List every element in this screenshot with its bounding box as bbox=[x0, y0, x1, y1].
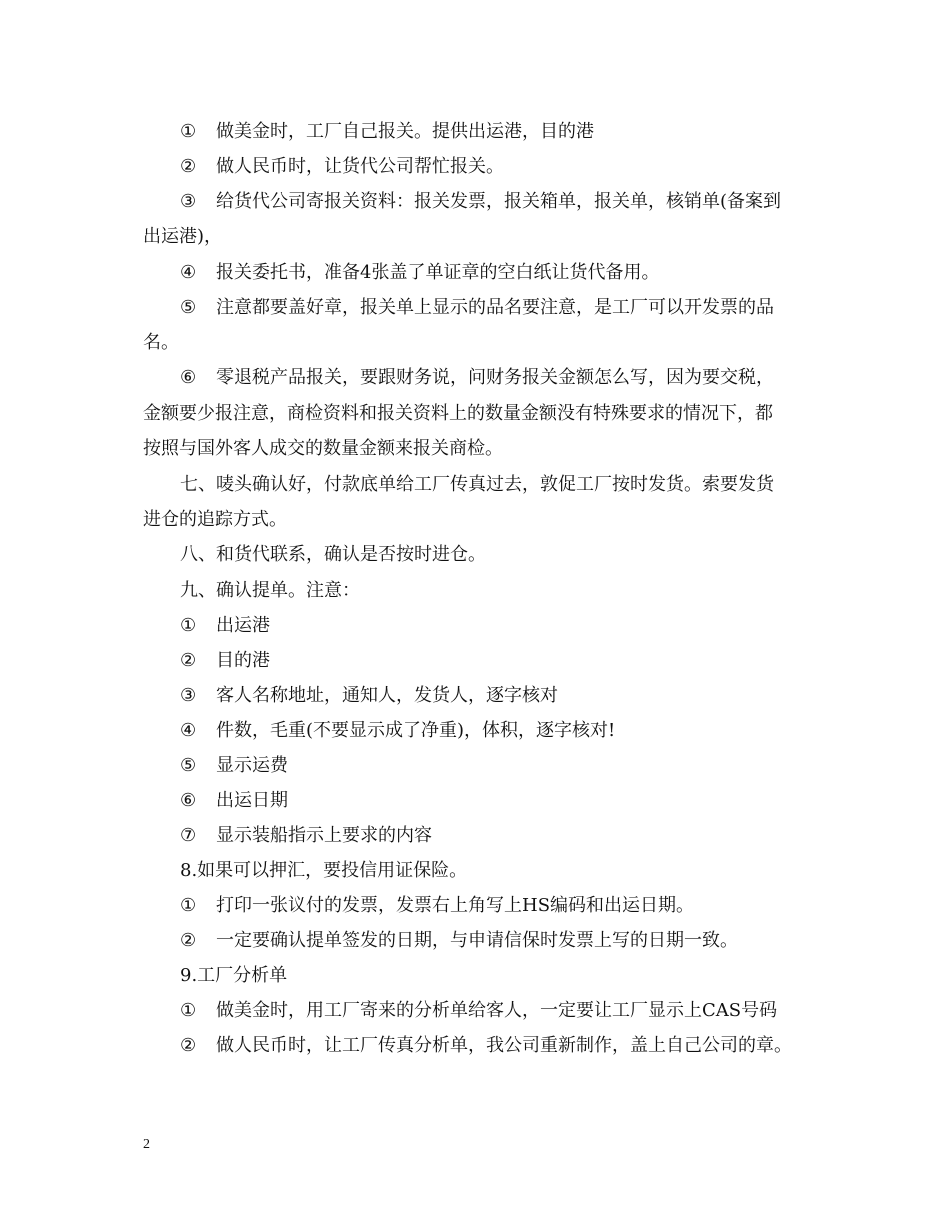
list-item bbox=[180, 824, 432, 848]
item-text: 做人民币时，让货代公司帮忙报关。 bbox=[216, 156, 504, 177]
item-text: 九、确认提单。注意： bbox=[180, 580, 360, 601]
item-marker: ① bbox=[180, 895, 197, 916]
item-text: 按照与国外客人成交的数量金额来报关商检。 bbox=[143, 438, 503, 459]
list-item bbox=[180, 1034, 792, 1058]
list-item bbox=[180, 190, 781, 214]
list-item bbox=[180, 929, 738, 953]
item-text: 8.如果可以押汇，要投信用证保险。 bbox=[180, 860, 468, 881]
continuation-line bbox=[143, 437, 503, 461]
item-text: 9.工厂分析单 bbox=[180, 965, 288, 986]
item-text: 出运日期 bbox=[216, 790, 288, 811]
item-text: 金额要少报注意，商检资料和报关资料上的数量金额没有特殊要求的情况下，都 bbox=[143, 403, 773, 424]
item-text: 注意都要盖好章，报关单上显示的品名要注意，是工厂可以开发票的品 bbox=[216, 297, 774, 318]
item-text: 七、唛头确认好，付款底单给工厂传真过去，敦促工厂按时发货。索要发货 bbox=[180, 474, 774, 495]
item-marker: ⑥ bbox=[180, 790, 197, 811]
item-text: 件数，毛重(不要显示成了净重)，体积，逐字核对! bbox=[216, 720, 616, 741]
list-item bbox=[180, 999, 777, 1023]
item-text: 打印一张议付的发票，发票右上角写上HS编码和出运日期。 bbox=[216, 895, 695, 916]
item-marker: ② bbox=[180, 1035, 197, 1056]
item-text: 显示运费 bbox=[216, 755, 288, 776]
list-item bbox=[180, 261, 659, 285]
list-item bbox=[180, 719, 615, 743]
list-item bbox=[180, 614, 270, 638]
item-marker: ③ bbox=[180, 685, 197, 706]
paragraph-line bbox=[180, 579, 360, 603]
continuation-line bbox=[143, 331, 179, 355]
item-marker: ① bbox=[180, 1000, 197, 1021]
continuation-line bbox=[143, 508, 287, 532]
list-item bbox=[180, 894, 694, 918]
item-text: 做美金时，用工厂寄来的分析单给客人，一定要让工厂显示上CAS号码 bbox=[216, 1000, 778, 1021]
list-item bbox=[180, 296, 774, 320]
item-marker: ① bbox=[180, 121, 197, 142]
list-item bbox=[180, 684, 558, 708]
item-marker: ④ bbox=[180, 720, 197, 741]
item-marker: ⑤ bbox=[180, 755, 197, 776]
item-text: 零退税产品报关，要跟财务说，问财务报关金额怎么写，因为要交税， bbox=[216, 367, 774, 388]
list-item bbox=[180, 789, 288, 813]
item-marker: ⑦ bbox=[180, 825, 197, 846]
list-item bbox=[180, 649, 270, 673]
continuation-line bbox=[143, 225, 222, 249]
item-text: 一定要确认提单签发的日期，与申请信保时发票上写的日期一致。 bbox=[216, 930, 738, 951]
item-marker: ② bbox=[180, 930, 197, 951]
paragraph-line bbox=[180, 964, 287, 988]
list-item bbox=[180, 120, 594, 144]
item-marker: ② bbox=[180, 650, 197, 671]
item-text: 报关委托书，准备4张盖了单证章的空白纸让货代备用。 bbox=[216, 262, 660, 283]
continuation-line bbox=[143, 402, 773, 426]
item-marker: ② bbox=[180, 156, 197, 177]
item-text: 显示装船指示上要求的内容 bbox=[216, 825, 432, 846]
item-text: 做美金时，工厂自己报关。提供出运港，目的港 bbox=[216, 121, 594, 142]
list-item bbox=[180, 366, 774, 390]
page-number: 2 bbox=[143, 1137, 150, 1152]
paragraph-line bbox=[180, 473, 774, 497]
item-text: 目的港 bbox=[216, 650, 270, 671]
item-text: 给货代公司寄报关资料：报关发票，报关箱单，报关单，核销单(备案到 bbox=[216, 191, 782, 212]
paragraph-line bbox=[180, 859, 467, 883]
item-text: 客人名称地址，通知人，发货人，逐字核对 bbox=[216, 685, 558, 706]
item-text: 出运港 bbox=[216, 615, 270, 636]
item-marker: ① bbox=[180, 615, 197, 636]
item-text: 进仓的追踪方式。 bbox=[143, 509, 287, 530]
list-item bbox=[180, 155, 504, 179]
paragraph-line bbox=[180, 543, 486, 567]
item-marker: ④ bbox=[180, 262, 197, 283]
list-item bbox=[180, 754, 288, 778]
item-text: 八、和货代联系，确认是否按时进仓。 bbox=[180, 544, 486, 565]
item-text: 出运港)， bbox=[143, 226, 223, 247]
item-marker: ③ bbox=[180, 191, 197, 212]
item-text: 做人民币时，让工厂传真分析单，我公司重新制作，盖上自己公司的章。 bbox=[216, 1035, 792, 1056]
item-text: 名。 bbox=[143, 332, 179, 353]
item-marker: ⑥ bbox=[180, 367, 197, 388]
item-marker: ⑤ bbox=[180, 297, 197, 318]
